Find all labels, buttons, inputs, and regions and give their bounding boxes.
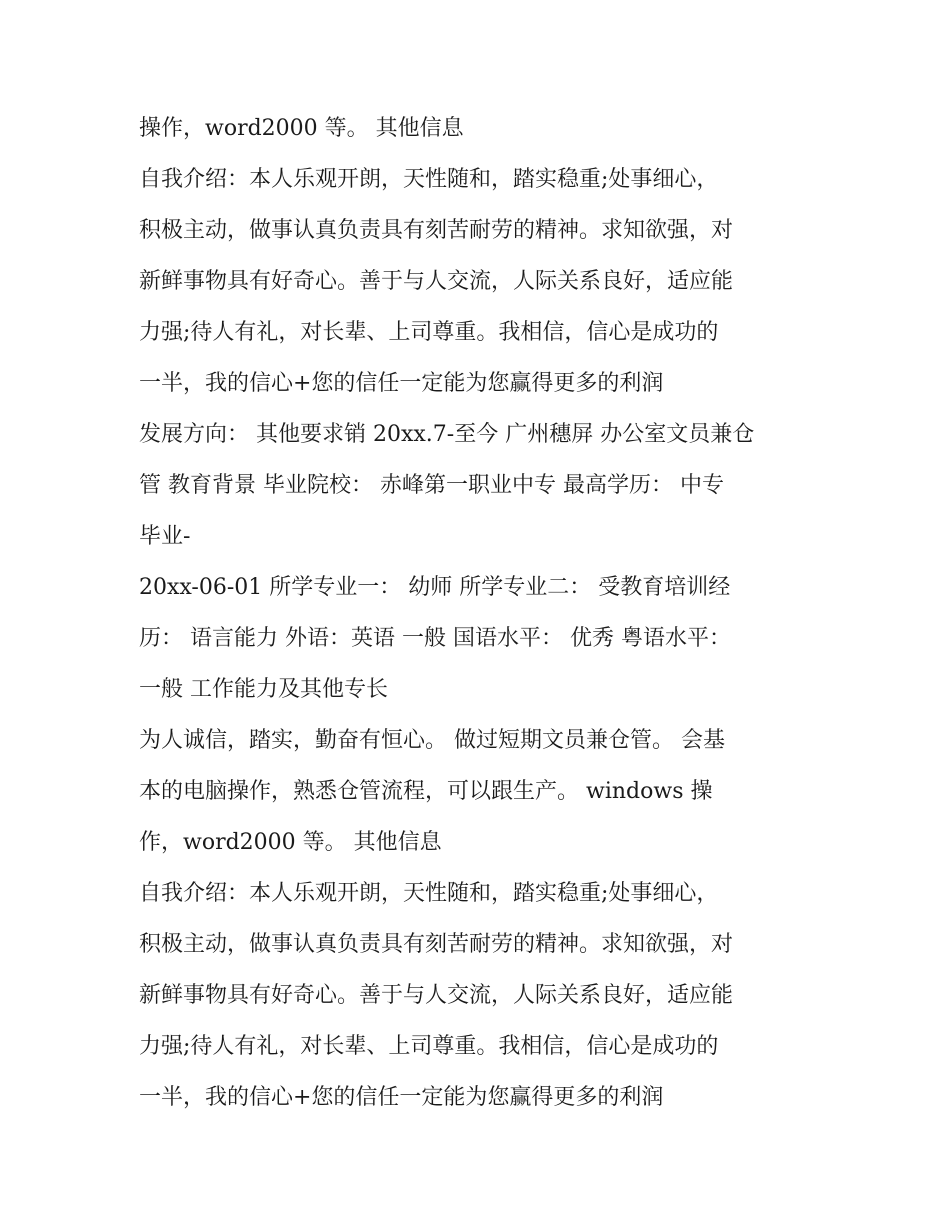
text-line: 新鲜事物具有好奇心。善于与人交流，人际关系良好，适应能 <box>139 983 734 1008</box>
document-body <box>139 107 829 1127</box>
text-line: 发展方向： 其他要求销 20xx.7-至今 广州穗屏 办公室文员兼仓 <box>139 422 755 447</box>
text-line: 作，word2000 等。 其他信息 <box>139 830 442 855</box>
text-line: 毕业- <box>139 524 191 549</box>
text-line: 自我介绍：本人乐观开朗，天性随和，踏实稳重;处事细心， <box>139 167 719 192</box>
text-line: 积极主动，做事认真负责具有刻苦耐劳的精神。求知欲强，对 <box>139 932 734 957</box>
text-line: 本的电脑操作，熟悉仓管流程，可以跟生产。 windows 操 <box>139 779 713 804</box>
text-line: 为人诚信，踏实，勤奋有恒心。 做过短期文员兼仓管。 会基 <box>139 728 725 753</box>
text-line: 历： 语言能力 外语：英语 一般 国语水平： 优秀 粤语水平： <box>139 626 731 651</box>
text-line: 一半，我的信心+您的信任一定能为您赢得更多的利润 <box>139 371 664 396</box>
text-line: 20xx-06-01 所学专业一： 幼师 所学专业二： 受教育培训经 <box>139 575 731 600</box>
text-line: 新鲜事物具有好奇心。善于与人交流，人际关系良好，适应能 <box>139 269 734 294</box>
text-line: 一般 工作能力及其他专长 <box>139 677 388 702</box>
text-line: 一半，我的信心+您的信任一定能为您赢得更多的利润 <box>139 1085 664 1110</box>
text-line: 操作，word2000 等。 其他信息 <box>139 116 464 141</box>
text-line: 力强;待人有礼，对长辈、上司尊重。我相信，信心是成功的 <box>139 320 719 345</box>
text-line: 力强;待人有礼，对长辈、上司尊重。我相信，信心是成功的 <box>139 1034 719 1059</box>
text-line: 管 教育背景 毕业院校： 赤峰第一职业中专 最高学历： 中专 <box>139 473 724 498</box>
text-line: 自我介绍：本人乐观开朗，天性随和，踏实稳重;处事细心， <box>139 881 719 906</box>
text-line: 积极主动，做事认真负责具有刻苦耐劳的精神。求知欲强，对 <box>139 218 734 243</box>
